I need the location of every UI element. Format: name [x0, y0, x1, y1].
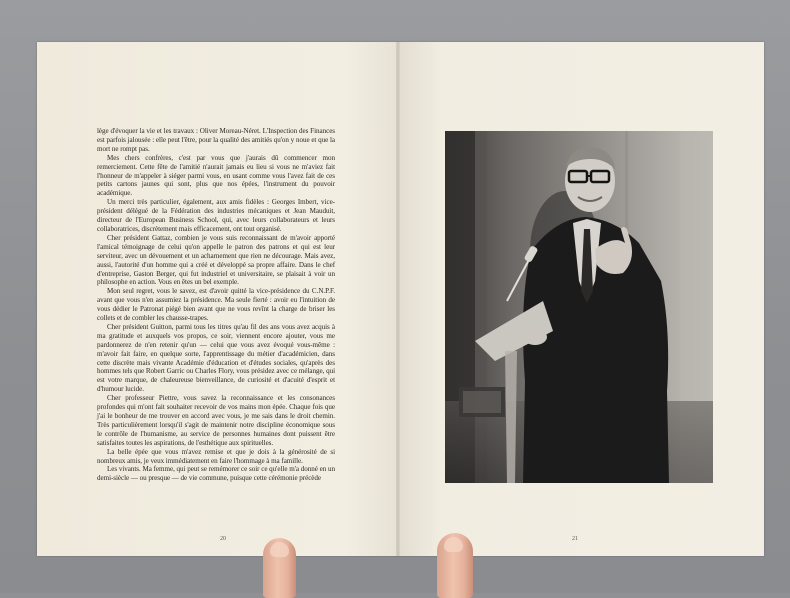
- paragraph: lège d'évoquer la vie et les travaux : Oliver Moreau-Néret. L'Inspection des Finances est parfois jalousée : elle peut l'être, pour la qualité des amitiés qu'on y noue et que la mort ne rompt pas.: [97, 127, 335, 153]
- book-gutter: [396, 42, 400, 556]
- speaker-photo-illustration: [445, 131, 713, 483]
- paragraph: La belle épée que vous m'avez remise et que je dois à la générosité de si nombreux amis, je veux immédiatement en faire l'hommage à ma famille.: [97, 447, 335, 465]
- speaker-photo: [445, 131, 713, 483]
- paragraph: Mes chers confrères, c'est par vous que j'aurais dû commencer mon remerciement. Cette fête de l'amitié n'aurait jamais eu lieu si vous ne m'aviez fait l'honneur de m'appeler à siéger parmi vous, en usant comme vous l'avez fait de ces petits cartons jaunes qui sont, plus que nos épées, l'instrument du pouvoir académique.: [97, 153, 335, 198]
- left-fingernail: [270, 542, 289, 557]
- paragraph: Mon seul regret, vous le savez, est d'avoir quitté la vice-présidence du C.N.P.F. avant que vous n'en assumiez la présidence. Ma seule fierté : avoir eu l'intuition de vous dédier le Patronat piégé bien avant que ne vous revînt la charge de briser les collets et de combler les chausse-trapes.: [97, 287, 335, 323]
- paragraph: Les vivants. Ma femme, qui peut se remémorer ce soir ce qu'elle m'a donné en un demi-siècle — ou presque — de vie commune, puisque cette cérémonie précède: [97, 465, 335, 483]
- left-finger: [263, 538, 296, 598]
- right-fingernail: [444, 537, 463, 552]
- page-number-left: 20: [220, 536, 226, 542]
- right-finger: [437, 533, 473, 598]
- paragraph: Cher professeur Piettre, vous savez la reconnaissance et les consonances profondes qui m'ont fait souhaiter recevoir de vos mains mon épée. Chaque fois que j'ai le bonheur de me trouver en accord avec vous, je me sais dans le droit chemin. Très particulièrement lorsqu'il s'agit de maintenir notre discipline économique sous le contrôle de l'humanisme, au service de personnes humaines dont puissent être satisfaites toutes les aspirations, de l'esthétique aux spirituelles.: [97, 394, 335, 447]
- paragraph: Cher président Guitton, parmi tous les titres qu'au fil des ans vous avez acquis à ma gratitude et auxquels vos propos, ce soir, viennent encore ajouter, vous me pardonnerez de n'en retenir qu'un — celui que vous avez évoqué vous-même : m'avoir fait faire, en quelque sorte, l'apprentissage du métier d'académicien, dans cette discrète mais vivante Académie d'éducation et d'études sociales, qu'après des hommes tels que Robert Garric ou Charles Flory, vous présidez avec ce mélange, qui est votre marque, de chaleureuse bienveillance, de curiosité et d'acuité d'esprit et d'humour lucide.: [97, 322, 335, 394]
- left-page-text: [97, 127, 335, 483]
- paragraph: Cher président Gattaz, combien je vous suis reconnaissant de m'avoir apporté l'amical témoignage de celui qu'on appelle le patron des patrons et qui est leur serviteur, avec un dévouement et un acharnement que rien ne décourage. Mais avez, aussi, l'autorité d'un homme qui a créé et développé sa propre affaire. Dans le chef d'entreprise, Gaston Berger, qui fut industriel et universitaire, se plaisait à voir un philosophe en action. Vous en êtes un bel exemple.: [97, 233, 335, 287]
- paragraph: Un merci très particulier, également, aux amis fidèles : Georges Imbert, vice-président délégué de la Fédération des industries mécaniques et Jean Mauduit, directeur de l'European Business School, qui, avec leurs collaborateurs et leurs collaboratrices, discrètement mais efficacement, ont tout organisé.: [97, 198, 335, 233]
- page-number-right: 21: [572, 536, 578, 542]
